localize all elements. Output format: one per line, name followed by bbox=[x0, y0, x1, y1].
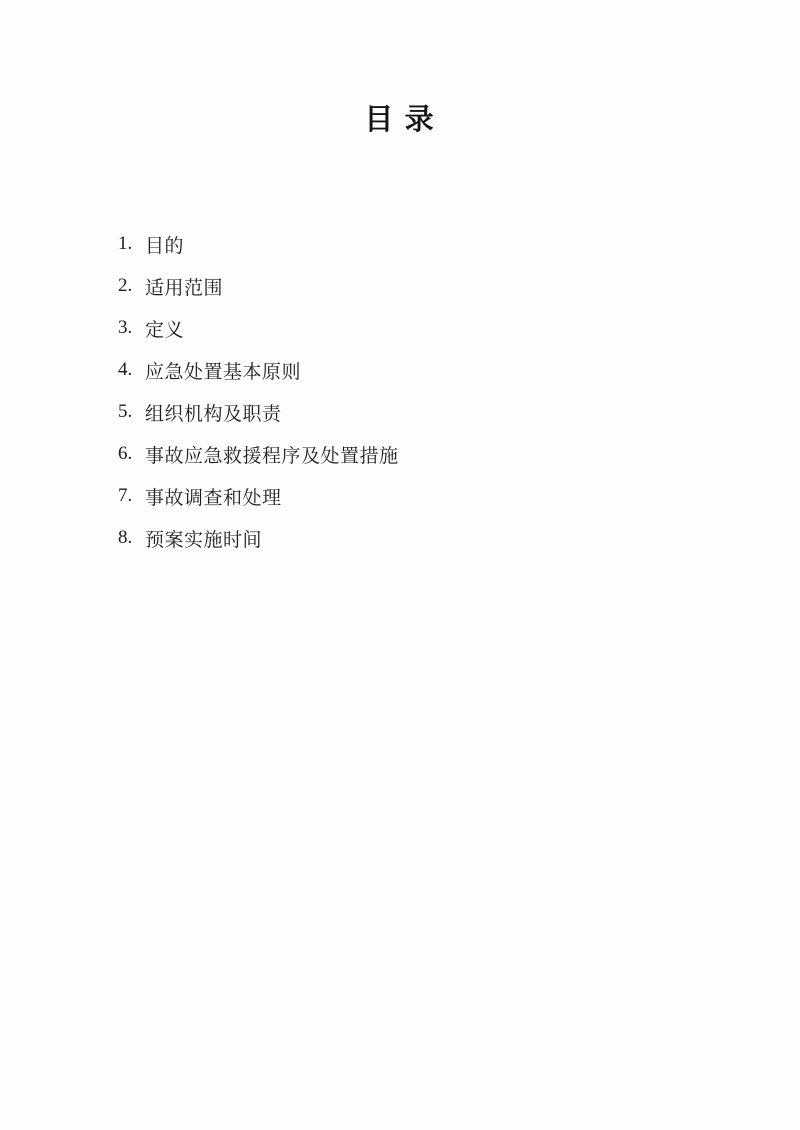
toc-item-label: 定义 bbox=[145, 319, 185, 341]
toc-item bbox=[118, 433, 399, 475]
toc-item-label: 组织机构及职责 bbox=[145, 403, 282, 425]
toc-item-label: 应急处置基本原则 bbox=[145, 361, 302, 383]
toc-item bbox=[118, 517, 399, 559]
toc-item-number: 4. bbox=[118, 359, 133, 380]
toc-item-number: 3. bbox=[118, 317, 133, 338]
toc-item bbox=[118, 223, 399, 265]
toc-item bbox=[118, 475, 399, 517]
toc-item-number: 8. bbox=[118, 527, 133, 548]
toc-item bbox=[118, 307, 399, 349]
toc-item-label: 预案实施时间 bbox=[145, 529, 263, 551]
toc-item-number: 6. bbox=[118, 443, 133, 464]
toc-item-number: 5. bbox=[118, 401, 133, 422]
toc-list bbox=[118, 223, 399, 559]
page-title: 目 录 bbox=[364, 104, 436, 136]
toc-item-label: 适用范围 bbox=[145, 277, 224, 299]
toc-item bbox=[118, 391, 399, 433]
toc-item-number: 2. bbox=[118, 275, 133, 296]
toc-item-label: 事故调查和处理 bbox=[145, 487, 282, 509]
toc-item-label: 目的 bbox=[145, 235, 185, 257]
toc-item-label: 事故应急救援程序及处置措施 bbox=[145, 445, 399, 467]
toc-item bbox=[118, 349, 399, 391]
toc-item-number: 7. bbox=[118, 485, 133, 506]
toc-item-number: 1. bbox=[118, 233, 133, 254]
toc-item bbox=[118, 265, 399, 307]
